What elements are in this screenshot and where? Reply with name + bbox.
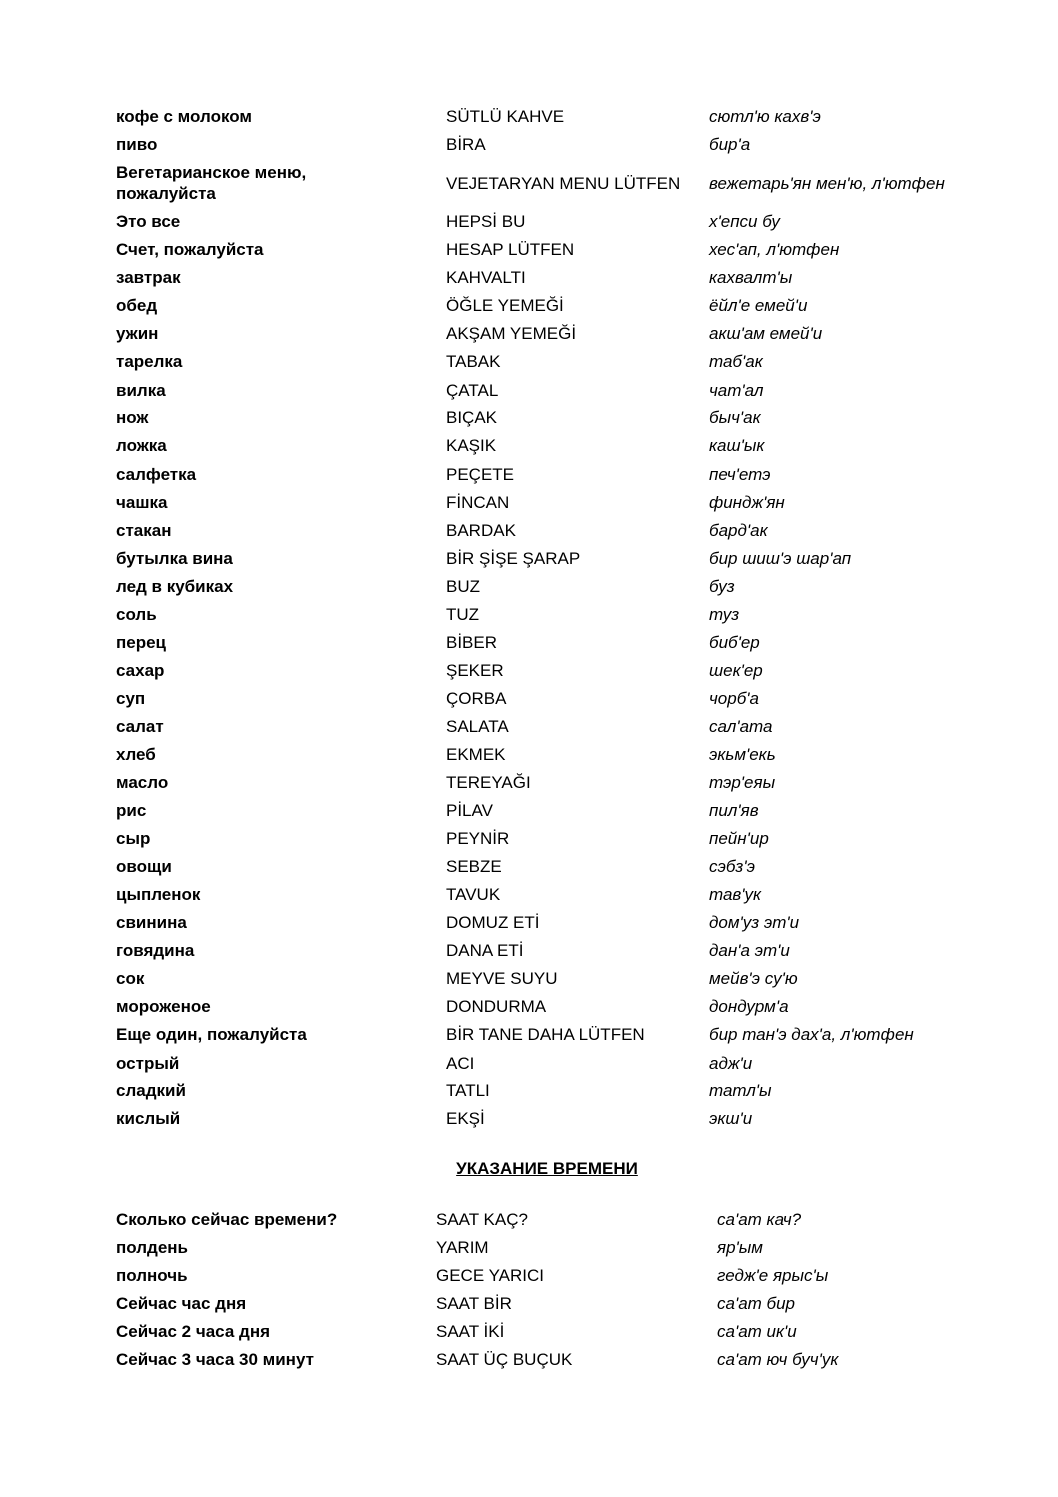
pronunciation: адж'и [709, 1054, 753, 1073]
russian-phrase: острый [116, 1054, 180, 1073]
turkish-phrase: AKŞAM YEMEĞİ [446, 324, 577, 343]
pronunciation: тэр'еяы [709, 773, 776, 792]
russian-phrase: завтрак [116, 268, 181, 287]
pronunciation: буз [709, 577, 735, 596]
turkish-phrase: BİR TANE DAHA LÜTFEN [446, 1025, 645, 1044]
turkish-phrase: YARIM [436, 1238, 489, 1257]
turkish-phrase: TUZ [446, 605, 480, 624]
russian-phrase: пиво [116, 135, 158, 154]
turkish-phrase: HEPSİ BU [446, 212, 526, 231]
turkish-phrase: PİLAV [446, 801, 493, 820]
pronunciation: яр'ым [717, 1238, 763, 1257]
russian-phrase: Еще один, пожалуйста [116, 1025, 307, 1044]
turkish-phrase: KAŞIK [446, 436, 497, 455]
russian-phrase: масло [116, 773, 169, 792]
section-heading [0, 1158, 1058, 1179]
pronunciation: сютл'ю кахв'э [709, 107, 821, 126]
turkish-phrase: BİR ŞİŞE ŞARAP [446, 549, 581, 568]
turkish-phrase: PEYNİR [446, 829, 510, 848]
pronunciation: кахвалт'ы [709, 268, 793, 287]
turkish-phrase: HESAP LÜTFEN [446, 240, 575, 259]
pronunciation: экш'и [709, 1109, 753, 1128]
turkish-phrase: SAAT KAÇ? [436, 1210, 528, 1229]
pronunciation: каш'ык [709, 436, 765, 455]
russian-phrase: нож [116, 408, 149, 427]
russian-phrase: Сейчас 3 часа 30 минут [116, 1350, 314, 1369]
turkish-phrase: PEÇETE [446, 465, 515, 484]
turkish-phrase: BARDAK [446, 521, 516, 540]
pronunciation: дан'а эт'и [709, 941, 790, 960]
russian-phrase: кислый [116, 1109, 181, 1128]
pronunciation: х'епси бу [709, 212, 780, 231]
turkish-phrase: BİRA [446, 135, 486, 154]
pronunciation: ёйл'е емей'и [709, 296, 808, 315]
pronunciation: бир тан'э дах'а, л'ютфен [709, 1025, 914, 1044]
turkish-phrase: KAHVALTI [446, 268, 526, 287]
pronunciation: гедж'е ярыс'ы [717, 1266, 829, 1285]
pronunciation: хес'ап, л'ютфен [709, 240, 840, 259]
pronunciation: са'ат ик'и [717, 1322, 797, 1341]
turkish-phrase: DONDURMA [446, 997, 547, 1016]
pronunciation: чорб'а [709, 689, 759, 708]
russian-phrase: чашка [116, 493, 168, 512]
russian-phrase: сыр [116, 829, 151, 848]
section-title-text: УКАЗАНИЕ ВРЕМЕНИ [456, 1159, 638, 1178]
pronunciation: пейн'ир [709, 829, 769, 848]
pronunciation: татл'ы [709, 1081, 772, 1100]
russian-phrase: Сейчас 2 часа дня [116, 1322, 271, 1341]
russian-phrase: полночь [116, 1266, 188, 1285]
turkish-phrase: TABAK [446, 352, 501, 371]
pronunciation: акш'ам емей'и [709, 324, 823, 343]
turkish-phrase: TATLI [446, 1081, 490, 1100]
pronunciation: са'ат бир [717, 1294, 796, 1313]
russian-phrase: обед [116, 296, 158, 315]
pronunciation: пил'яв [709, 801, 759, 820]
pronunciation: бард'ак [709, 521, 768, 540]
pronunciation: туз [709, 605, 740, 624]
russian-phrase: стакан [116, 521, 172, 540]
pronunciation: бир'а [709, 135, 751, 154]
russian-phrase: Это все [116, 212, 181, 231]
turkish-phrase: ÖĞLE YEMEĞİ [446, 296, 564, 315]
russian-phrase: Вегетарианское меню, пожалуйста [116, 163, 307, 203]
pronunciation: сал'ата [709, 717, 773, 736]
russian-phrase: сладкий [116, 1081, 186, 1100]
russian-phrase: вилка [116, 381, 166, 400]
turkish-phrase: SAAT İKİ [436, 1322, 505, 1341]
pronunciation: таб'ак [709, 352, 763, 371]
turkish-phrase: SEBZE [446, 857, 502, 876]
russian-phrase: мороженое [116, 997, 211, 1016]
pronunciation: мейв'э су'ю [709, 969, 798, 988]
turkish-phrase: SALATA [446, 717, 509, 736]
turkish-phrase: BIÇAK [446, 408, 498, 427]
pronunciation: шек'ер [709, 661, 763, 680]
turkish-phrase: BİBER [446, 633, 498, 652]
russian-phrase: перец [116, 633, 167, 652]
russian-phrase: полдень [116, 1238, 188, 1257]
turkish-phrase: TAVUK [446, 885, 501, 904]
pronunciation: печ'етэ [709, 465, 771, 484]
pronunciation: сэбз'э [709, 857, 755, 876]
russian-phrase: соль [116, 605, 157, 624]
turkish-phrase: DANA ETİ [446, 941, 524, 960]
russian-phrase: тарелка [116, 352, 183, 371]
russian-phrase: цыпленок [116, 885, 201, 904]
russian-phrase: Сколько сейчас времени? [116, 1210, 338, 1229]
turkish-phrase: FİNCAN [446, 493, 510, 512]
russian-phrase: салфетка [116, 465, 197, 484]
turkish-phrase: TEREYAĞI [446, 773, 531, 792]
russian-phrase: говядина [116, 941, 195, 960]
russian-phrase: рис [116, 801, 147, 820]
pronunciation: вежетарь'ян мен'ю, л'ютфен [709, 174, 945, 193]
pronunciation: дондурм'а [709, 997, 789, 1016]
russian-phrase: сок [116, 969, 145, 988]
pronunciation: экьм'екь [709, 745, 776, 764]
turkish-phrase: EKMEK [446, 745, 506, 764]
russian-phrase: ложка [116, 436, 167, 455]
turkish-phrase: VEJETARYAN MENU LÜTFEN [446, 174, 681, 193]
russian-phrase: суп [116, 689, 146, 708]
turkish-phrase: BUZ [446, 577, 480, 596]
pronunciation: биб'ер [709, 633, 760, 652]
pronunciation: быч'ак [709, 408, 761, 427]
pronunciation: финдж'ян [709, 493, 785, 512]
russian-phrase: бутылка вина [116, 549, 233, 568]
russian-phrase: Счет, пожалуйста [116, 240, 264, 259]
pronunciation: тав'ук [709, 885, 762, 904]
pronunciation: чат'ал [709, 381, 764, 400]
russian-phrase: лед в кубиках [116, 577, 234, 596]
turkish-phrase: EKŞİ [446, 1109, 485, 1128]
turkish-phrase: ŞEKER [446, 661, 504, 680]
pronunciation: са'ат юч буч'ук [717, 1350, 839, 1369]
pronunciation: са'ат кач? [717, 1210, 802, 1229]
turkish-phrase: DOMUZ ETİ [446, 913, 540, 932]
turkish-phrase: MEYVE SUYU [446, 969, 558, 988]
turkish-phrase: GECE YARICI [436, 1266, 545, 1285]
russian-phrase: Сейчас час дня [116, 1294, 247, 1313]
russian-phrase: салат [116, 717, 164, 736]
russian-phrase: свинина [116, 913, 187, 932]
russian-phrase: хлеб [116, 745, 156, 764]
russian-phrase: сахар [116, 661, 165, 680]
turkish-phrase: ÇATAL [446, 381, 499, 400]
turkish-phrase: ACI [446, 1054, 475, 1073]
turkish-phrase: SÜTLÜ KAHVE [446, 107, 565, 126]
russian-phrase: ужин [116, 324, 159, 343]
russian-phrase: кофе с молоком [116, 107, 252, 126]
russian-phrase: овощи [116, 857, 172, 876]
turkish-phrase: SAAT BİR [436, 1294, 512, 1313]
pronunciation: дом'уз эт'и [709, 913, 800, 932]
turkish-phrase: ÇORBA [446, 689, 507, 708]
turkish-phrase: SAAT ÜÇ BUÇUK [436, 1350, 573, 1369]
pronunciation: бир шиш'э шар'ап [709, 549, 852, 568]
